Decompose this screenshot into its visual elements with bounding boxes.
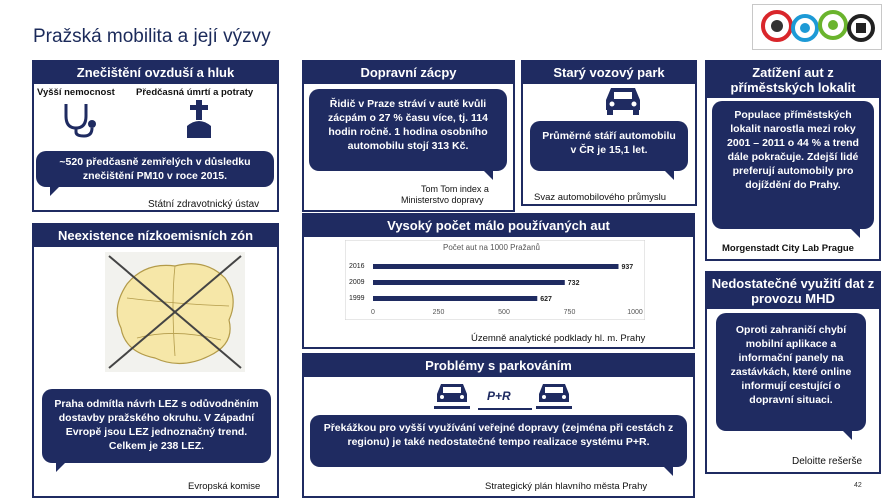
chart-category-label: 1999 [349, 295, 365, 302]
chart-tick-label: 500 [498, 309, 510, 316]
pollution-label-left: Vyšší nemocnost [37, 87, 115, 98]
stethoscope-icon [60, 102, 100, 138]
suburban-bubble: Populace příměstských lokalit narostla mezi roky 2001 – 2011 o 44 % a trend dále pokračuje. Zdejší lidé preferují automobily pro dojíždění do Prahy. [712, 101, 874, 229]
lez-heading: Neexistence nízkoemisních zón [34, 225, 277, 247]
fleet-heading: Starý vozový park [523, 62, 695, 84]
parking-heading: Problémy s parkováním [304, 355, 693, 377]
traffic-source-line1: Tom Tom index a [421, 184, 489, 194]
cars-heading: Vysoký počet málo používaných aut [304, 215, 693, 237]
cycle-logo-icon [753, 5, 881, 49]
fleet-source: Svaz automobilového průmyslu [534, 192, 667, 203]
fleet-bubble: Průměrné stáří automobilu v ČR je 15,1 let. [530, 121, 688, 171]
cars-bar-chart [345, 240, 645, 320]
data-heading: Nedostatečné využití dat z provozu MHD [707, 273, 879, 309]
chart-tick-label: 1000 [627, 309, 643, 316]
pollution-heading: Znečištění ovzduší a hluk [34, 62, 277, 84]
chart-tick-label: 0 [371, 309, 375, 316]
lez-source: Evropská komise [188, 481, 261, 492]
lez-bubble: Praha odmítla návrh LEZ s odůvodněním dostavby pražského okruhu. V Západní Evropě jsou LEZ jednoznačný trend. Celkem je 238 LEZ. [42, 389, 271, 463]
page-number: 42 [854, 482, 862, 489]
suburban-source: Morgenstadt City Lab Prague [722, 243, 854, 254]
parked-car-left-icon [434, 378, 470, 410]
traffic-heading: Dopravní zácpy [304, 62, 513, 84]
chart-bar [373, 280, 565, 285]
data-bubble: Oproti zahraničí chybí mobilní aplikace a informační panely na zastávkách, které online informují cestující o dopravní situaci. [716, 313, 866, 431]
traffic-source-line2: Ministerstvo dopravy [401, 195, 484, 205]
chart-data-label: 937 [621, 264, 634, 271]
chart-category-label: 2009 [349, 279, 365, 286]
chart-title: Počet aut na 1000 Pražanů [443, 243, 540, 252]
car-icon [603, 84, 643, 116]
chart-bar [373, 264, 618, 269]
cars-source: Územně analytické podklady hl. m. Prahy [471, 333, 646, 344]
chart-data-label: 627 [540, 296, 552, 303]
grave-cross-icon [183, 100, 215, 140]
prague-map-icon [105, 252, 245, 372]
chart-bar [373, 296, 537, 301]
page-title: Pražská mobilita a její výzvy [33, 26, 271, 47]
chart-category-label: 2016 [349, 263, 365, 270]
suburban-heading: Zatížení aut z příměstských lokalit [707, 62, 879, 98]
pollution-label-right: Předčasná úmrtí a potraty [136, 87, 254, 98]
parking-source: Strategický plán hlavního města Prahy [485, 481, 648, 492]
chart-tick-label: 250 [432, 309, 445, 316]
chart-data-label: 732 [567, 280, 580, 287]
parking-bubble: Překážkou pro vyšší využívání veřejné dopravy (zejména při cestách z regionu) je také nedostatečné tempo realizace systému P+R. [310, 415, 687, 467]
parked-car-right-icon [536, 378, 572, 410]
pollution-source: Státní zdravotnický ústav [148, 199, 260, 210]
logo [752, 4, 882, 50]
chart-tick-label: 750 [563, 309, 576, 316]
pollution-bubble: ~520 předčasně zemřelých v důsledku znečištění PM10 v roce 2015. [36, 151, 274, 187]
traffic-bubble: Řidič v Praze stráví v autě kvůli zácpám o 27 % času více, tj. 114 hodin ročně. 1 hodina osobního automobilu stojí 313 Kč. [309, 89, 507, 171]
pr-label: P+R [487, 389, 511, 403]
data-source: Deloitte rešerše [792, 456, 863, 467]
